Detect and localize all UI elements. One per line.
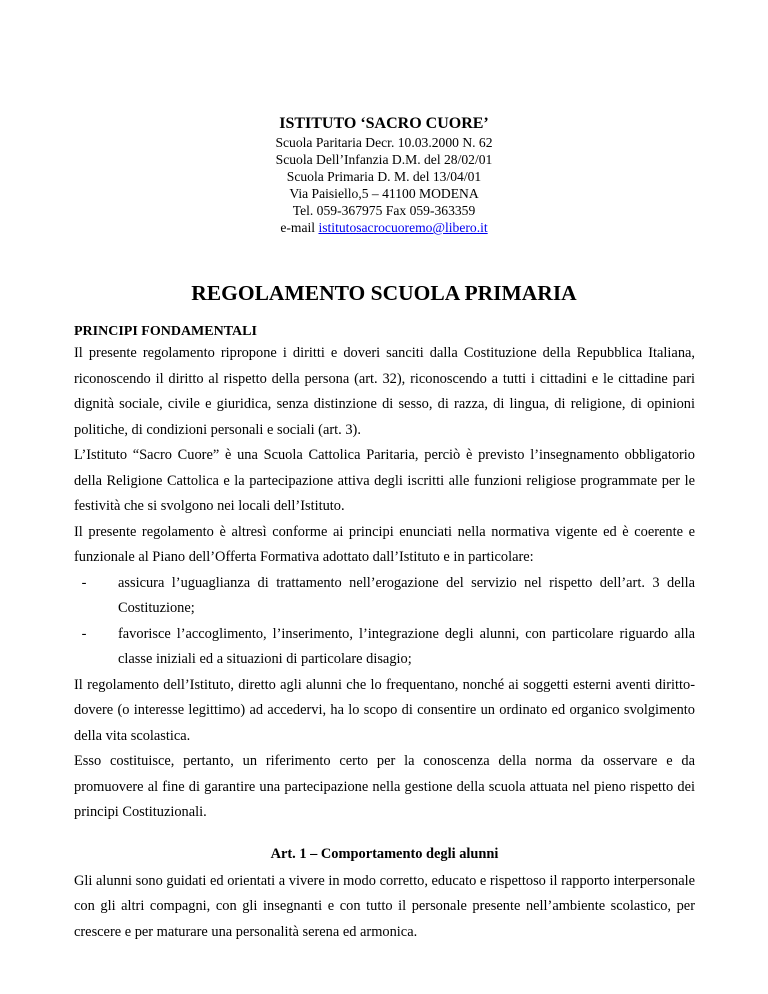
document-title: REGOLAMENTO SCUOLA PRIMARIA bbox=[191, 281, 577, 305]
email-link[interactable]: istitutosacrocuoremo@libero.it bbox=[318, 220, 488, 235]
header-line-phone: Tel. 059-367975 Fax 059-363359 bbox=[292, 203, 476, 218]
paragraph: Il presente regolamento è altresì conforme ai principi enunciati nella normativa vigente ed è coerente e funzionale al Piano dell’Offerta Formativa adottato dall’Istituto e in particolare: bbox=[74, 523, 695, 565]
paragraph: Il presente regolamento ripropone i diritti e doveri sanciti dalla Costituzione della Repubblica Italiana, riconoscendo il diritto al rispetto della persona (art. 32), riconoscendo a tutti i cittadini e le cittadine pari dignità sociale, civile e giuridica, senza distinzione di sesso, di razza, di lingua, di religione, di opinioni politiche, di condizioni personali e sociali (art. 3). bbox=[74, 345, 695, 438]
spacer bbox=[74, 826, 695, 842]
header-line-address: Via Paisiello,5 – 41100 MODENA bbox=[289, 186, 479, 201]
list-item-text: assicura l’uguaglianza di trattamento nell’erogazione del servizio nel rispetto dell’art. 3 della Costituzione; bbox=[118, 574, 695, 616]
document-body bbox=[74, 322, 695, 945]
paragraph: Gli alunni sono guidati ed orientati a vivere in modo corretto, educato e rispettoso il rapporto interpersonale con gli altri compagni, con gli insegnanti e con tutto il personale presente nell’ambiente scolastico, per crescere e per maturare una personalità serena ed armonica. bbox=[74, 872, 695, 940]
email-label: e-mail bbox=[280, 220, 319, 235]
header-line-infanzia: Scuola Dell’Infanzia D.M. del 28/02/01 bbox=[275, 152, 493, 167]
article-heading: Art. 1 – Comportamento degli alunni bbox=[270, 845, 499, 862]
paragraph: Il regolamento dell’Istituto, diretto agli alunni che lo frequentano, nonché ai soggetti esterni aventi diritto-dovere (o interesse legittimo) ad accedervi, ha lo scopo di consentire un ordinato ed organico svolgimento della vita scolastica. bbox=[74, 676, 695, 744]
school-name: ISTITUTO ‘SACRO CUORE’ bbox=[279, 115, 489, 132]
paragraph: Esso costituisce, pertanto, un riferimento certo per la conoscenza della norma da osservare e da promuovere al fine di garantire una partecipazione nella gestione della scuola attuata nel pieno rispetto dei principi Costituzionali. bbox=[74, 753, 695, 820]
section-heading: PRINCIPI FONDAMENTALI bbox=[74, 324, 257, 339]
list-item-text: favorisce l’accoglimento, l’inserimento, l’integrazione degli alunni, con particolare riguardo alla classe iniziali ed a situazioni di particolare disagio; bbox=[118, 625, 695, 667]
bullet-marker: - bbox=[81, 625, 87, 642]
paragraph: L’Istituto “Sacro Cuore” è una Scuola Cattolica Paritaria, perciò è previsto l’insegnamento obbligatorio della Religione Cattolica e la partecipazione attiva degli iscritti alle funzioni religiose programmate per le festività che si svolgono nei locali dell’Istituto. bbox=[74, 447, 695, 514]
header-line-primaria: Scuola Primaria D. M. del 13/04/01 bbox=[286, 169, 482, 184]
list-item bbox=[74, 571, 695, 622]
header-line-email bbox=[0, 219, 768, 236]
school-header bbox=[0, 114, 768, 236]
header-line-registration: Scuola Paritaria Decr. 10.03.2000 N. 62 bbox=[275, 135, 493, 150]
bullet-marker: - bbox=[81, 574, 87, 591]
list-item bbox=[74, 622, 695, 673]
